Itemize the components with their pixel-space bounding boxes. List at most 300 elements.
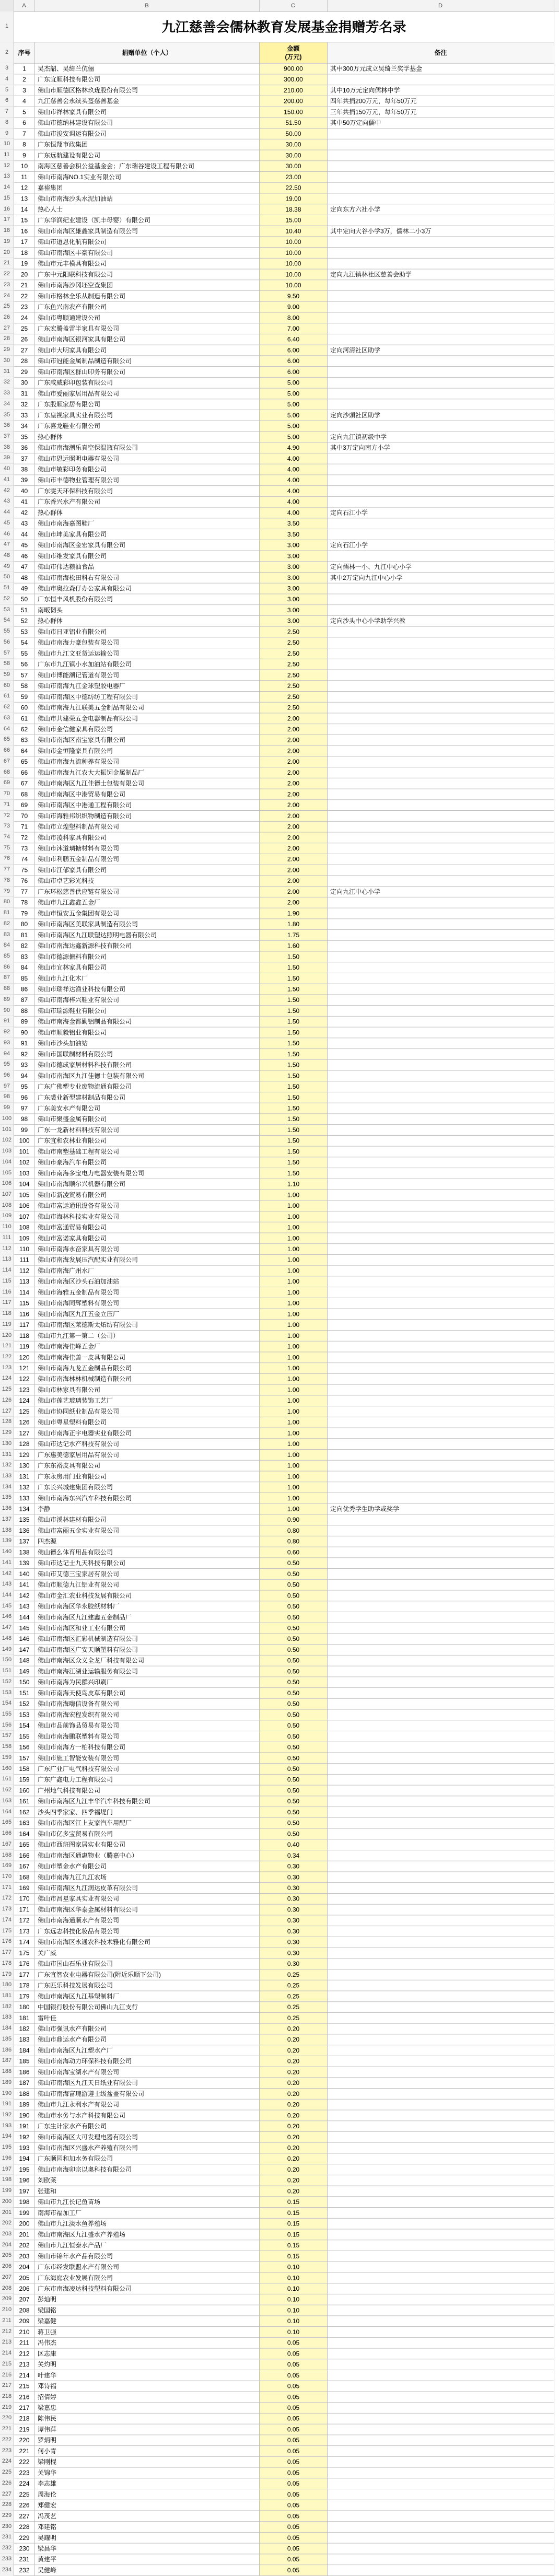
cell-amount[interactable]: 2.50 — [260, 659, 328, 670]
cell-donor[interactable]: 佛山市南海九流种养有限公司 — [35, 756, 260, 767]
row-number[interactable]: 115 — [0, 1276, 14, 1287]
row-number[interactable]: 184 — [0, 2023, 14, 2034]
cell-index[interactable]: 50 — [14, 594, 35, 605]
cell-index[interactable]: 227 — [14, 2511, 35, 2522]
cell-donor[interactable]: 九江慈善会永续头盔慈善基金 — [35, 96, 260, 107]
cell-donor[interactable]: 佛山市德纳林建设有限公司 — [35, 118, 260, 129]
cell-index[interactable]: 76 — [14, 876, 35, 887]
row-number[interactable]: 81 — [0, 908, 14, 919]
cell-note[interactable] — [328, 670, 554, 681]
cell-note[interactable] — [328, 193, 554, 204]
cell-donor[interactable]: 佛山市南海嘉图鞋厂 — [35, 518, 260, 529]
select-all-corner[interactable] — [0, 0, 14, 11]
cell-amount[interactable]: 1.00 — [260, 1493, 328, 1503]
cell-index[interactable]: 220 — [14, 2435, 35, 2446]
cell-note[interactable] — [328, 453, 554, 464]
cell-note[interactable] — [328, 973, 554, 984]
cell-amount[interactable]: 0.50 — [260, 1612, 328, 1623]
cell-index[interactable]: 35 — [14, 432, 35, 442]
cell-donor[interactable]: 广东殷顺家居有限公司 — [35, 399, 260, 410]
cell-index[interactable]: 14 — [14, 204, 35, 215]
cell-amount[interactable]: 1.00 — [260, 1450, 328, 1461]
row-number[interactable]: 37 — [0, 432, 14, 442]
cell-amount[interactable]: 10.00 — [260, 258, 328, 269]
cell-note[interactable] — [328, 2511, 554, 2522]
cell-donor[interactable]: 蒋卫强 — [35, 2327, 260, 2338]
cell-index[interactable]: 201 — [14, 2229, 35, 2240]
cell-amount[interactable]: 30.00 — [260, 161, 328, 172]
cell-donor[interactable]: 广东惠美德家居用品有限公司 — [35, 1450, 260, 1461]
row-number[interactable]: 160 — [0, 1764, 14, 1775]
row-number[interactable]: 23 — [0, 280, 14, 291]
cell-amount[interactable]: 10.00 — [260, 269, 328, 280]
cell-note[interactable] — [328, 2532, 554, 2543]
cell-donor[interactable]: 佛山市伟达粮油食品 — [35, 562, 260, 573]
row-number[interactable]: 187 — [0, 2056, 14, 2067]
cell-amount[interactable]: 2.00 — [260, 832, 328, 843]
cell-amount[interactable]: 0.05 — [260, 2424, 328, 2435]
cell-amount[interactable]: 1.00 — [260, 1363, 328, 1374]
cell-amount[interactable]: 2.00 — [260, 854, 328, 865]
row-number[interactable]: 177 — [0, 1948, 14, 1959]
cell-amount[interactable]: 8.00 — [260, 312, 328, 323]
cell-amount[interactable]: 0.20 — [260, 2175, 328, 2186]
cell-note[interactable] — [328, 1038, 554, 1049]
cell-donor[interactable]: 佛山德么体育用品有限公司 — [35, 1547, 260, 1558]
cell-note[interactable] — [328, 995, 554, 1006]
cell-index[interactable]: 208 — [14, 2305, 35, 2316]
row-number[interactable]: 231 — [0, 2532, 14, 2543]
row-number[interactable]: 193 — [0, 2121, 14, 2132]
cell-note[interactable] — [328, 1861, 554, 1872]
cell-amount[interactable]: 1.50 — [260, 973, 328, 984]
cell-donor[interactable]: 佛山市南海区银河家具有限公司 — [35, 334, 260, 345]
cell-index[interactable]: 90 — [14, 1027, 35, 1038]
cell-amount[interactable]: 1.00 — [260, 1287, 328, 1298]
row-number[interactable]: 108 — [0, 1200, 14, 1211]
row-number[interactable]: 155 — [0, 1709, 14, 1720]
cell-note[interactable] — [328, 1114, 554, 1125]
cell-index[interactable]: 33 — [14, 410, 35, 421]
cell-note[interactable] — [328, 1460, 554, 1471]
cell-amount[interactable]: 1.50 — [260, 1006, 328, 1017]
cell-donor[interactable]: 佛山市南海九江联美五金制品有限公司 — [35, 702, 260, 713]
cell-note[interactable] — [328, 1547, 554, 1558]
cell-amount[interactable]: 2.50 — [260, 626, 328, 637]
cell-index[interactable]: 195 — [14, 2164, 35, 2175]
cell-note[interactable] — [328, 150, 554, 161]
row-number[interactable]: 128 — [0, 1417, 14, 1428]
cell-index[interactable]: 172 — [14, 1915, 35, 1926]
cell-amount[interactable]: 0.20 — [260, 2121, 328, 2132]
cell-index[interactable]: 136 — [14, 1525, 35, 1536]
cell-amount[interactable]: 1.00 — [260, 1406, 328, 1417]
cell-note[interactable] — [328, 1850, 554, 1861]
cell-donor[interactable]: 梁刚棍 — [35, 2456, 260, 2467]
cell-index[interactable]: 189 — [14, 2099, 35, 2110]
cell-amount[interactable]: 1.00 — [260, 1320, 328, 1331]
cell-index[interactable]: 66 — [14, 767, 35, 778]
row-number[interactable]: 172 — [0, 1893, 14, 1904]
cell-donor[interactable]: 吴杰韶、吴绮兰伉俪 — [35, 63, 260, 74]
cell-index[interactable]: 21 — [14, 280, 35, 291]
row-number[interactable]: 145 — [0, 1601, 14, 1612]
row-number[interactable]: 188 — [0, 2067, 14, 2078]
row-number[interactable]: 141 — [0, 1558, 14, 1569]
cell-note[interactable] — [328, 745, 554, 756]
row-number[interactable]: 175 — [0, 1926, 14, 1937]
row-number[interactable]: 52 — [0, 594, 14, 605]
row-number[interactable]: 42 — [0, 486, 14, 497]
row-number[interactable]: 227 — [0, 2489, 14, 2500]
row-number[interactable]: 57 — [0, 648, 14, 659]
cell-note[interactable]: 其中300万元成立吴绮兰奖学基金 — [328, 63, 554, 74]
row-number[interactable]: 212 — [0, 2327, 14, 2338]
cell-note[interactable] — [328, 2089, 554, 2100]
cell-note[interactable] — [328, 1959, 554, 1969]
cell-donor[interactable]: 佛山市南海区江上友家汽车用配厂 — [35, 1817, 260, 1828]
row-number[interactable]: 75 — [0, 843, 14, 854]
row-number[interactable]: 96 — [0, 1070, 14, 1081]
cell-donor[interactable]: 广东生计家水产有限公司 — [35, 2121, 260, 2132]
row-number[interactable]: 202 — [0, 2218, 14, 2229]
row-number[interactable]: 106 — [0, 1179, 14, 1190]
cell-note[interactable] — [328, 2110, 554, 2121]
cell-donor[interactable]: 佛山市海雅五金制品有限公司 — [35, 1287, 260, 1298]
row-number[interactable]: 195 — [0, 2142, 14, 2153]
cell-donor[interactable]: 佛山市大明家具有限公司 — [35, 345, 260, 356]
cell-amount[interactable]: 0.05 — [260, 2435, 328, 2446]
row-number[interactable]: 190 — [0, 2089, 14, 2100]
cell-donor[interactable]: 佛山市南海金都勤铝制品有限公司 — [35, 1016, 260, 1027]
cell-amount[interactable]: 2.00 — [260, 897, 328, 908]
cell-amount[interactable]: 0.05 — [260, 2511, 328, 2522]
cell-amount[interactable]: 0.15 — [260, 2218, 328, 2229]
cell-amount[interactable]: 0.05 — [260, 2456, 328, 2467]
cell-amount[interactable]: 6.40 — [260, 334, 328, 345]
cell-amount[interactable]: 0.20 — [260, 2078, 328, 2089]
row-number[interactable]: 110 — [0, 1222, 14, 1233]
cell-index[interactable]: 198 — [14, 2197, 35, 2208]
cell-amount[interactable]: 3.50 — [260, 529, 328, 540]
cell-donor[interactable]: 佛山市国联制材料有限公司 — [35, 1049, 260, 1060]
cell-note[interactable] — [328, 2229, 554, 2240]
cell-index[interactable]: 126 — [14, 1417, 35, 1428]
cell-donor[interactable]: 广东一龙新材料科技有限公司 — [35, 1125, 260, 1136]
row-number[interactable]: 200 — [0, 2197, 14, 2208]
cell-note[interactable] — [328, 2489, 554, 2500]
cell-index[interactable]: 9 — [14, 150, 35, 161]
cell-index[interactable]: 232 — [14, 2565, 35, 2576]
cell-donor[interactable]: 关广威 — [35, 1948, 260, 1959]
cell-note[interactable] — [328, 2381, 554, 2392]
cell-amount[interactable]: 0.15 — [260, 2197, 328, 2208]
cell-donor[interactable]: 佛山市南海区中德纺纺工程有限公司 — [35, 691, 260, 702]
cell-note[interactable] — [328, 832, 554, 843]
cell-note[interactable] — [328, 1623, 554, 1634]
cell-note[interactable] — [328, 1525, 554, 1536]
cell-index[interactable]: 191 — [14, 2121, 35, 2132]
cell-amount[interactable]: 1.00 — [260, 1373, 328, 1384]
cell-amount[interactable]: 1.50 — [260, 1081, 328, 1092]
cell-amount[interactable]: 0.30 — [260, 1872, 328, 1883]
cell-donor[interactable]: 佛山市九江化木厂 — [35, 973, 260, 984]
row-number[interactable]: 92 — [0, 1027, 14, 1038]
row-number[interactable]: 166 — [0, 1828, 14, 1839]
cell-note[interactable]: 定向河清社区助学 — [328, 345, 554, 356]
cell-donor[interactable]: 佛山市达记水产科技有限公司 — [35, 1439, 260, 1450]
cell-amount[interactable]: 3.00 — [260, 583, 328, 594]
cell-donor[interactable]: 佛山市南海正宇电器实业有限公司 — [35, 1428, 260, 1439]
cell-donor[interactable]: 佛山市南海区通惠物业（腾嘉中心） — [35, 1850, 260, 1861]
cell-note[interactable] — [328, 811, 554, 822]
cell-donor[interactable]: 广东香兴水产有限公司 — [35, 496, 260, 507]
cell-note[interactable] — [328, 1893, 554, 1904]
cell-amount[interactable]: 2.00 — [260, 789, 328, 800]
cell-note[interactable] — [328, 301, 554, 312]
cell-amount[interactable]: 0.15 — [260, 2229, 328, 2240]
cell-note[interactable] — [328, 1265, 554, 1276]
cell-index[interactable]: 93 — [14, 1059, 35, 1070]
row-number[interactable]: 186 — [0, 2045, 14, 2056]
cell-donor[interactable]: 佛山市江郁家具有限公司 — [35, 865, 260, 876]
cell-donor[interactable]: 佛山市日亚铝业有限公司 — [35, 626, 260, 637]
cell-donor[interactable]: 佛山市南海区中港通工程有限公司 — [35, 800, 260, 811]
cell-amount[interactable]: 0.05 — [260, 2565, 328, 2576]
cell-index[interactable]: 112 — [14, 1265, 35, 1276]
cell-donor[interactable]: 佛山市塑金水产有限公司 — [35, 1861, 260, 1872]
cell-note[interactable] — [328, 1341, 554, 1352]
cell-donor[interactable]: 佛山市南海宏程发织有限公司 — [35, 1709, 260, 1720]
row-number[interactable]: 60 — [0, 681, 14, 692]
cell-index[interactable]: 3 — [14, 85, 35, 96]
cell-note[interactable] — [328, 1027, 554, 1038]
row-number[interactable]: 50 — [0, 572, 14, 583]
row-number[interactable]: 8 — [0, 118, 14, 129]
cell-index[interactable]: 51 — [14, 605, 35, 616]
cell-amount[interactable]: 0.20 — [260, 2142, 328, 2153]
cell-index[interactable]: 108 — [14, 1222, 35, 1233]
cell-note[interactable] — [328, 1168, 554, 1179]
cell-note[interactable] — [328, 1471, 554, 1482]
cell-donor[interactable]: 佛山市南海区永通农科技术雅化有限公司 — [35, 1937, 260, 1948]
cell-amount[interactable]: 0.50 — [260, 1742, 328, 1753]
row-number[interactable]: 20 — [0, 248, 14, 259]
cell-note[interactable]: 定向石江小学 — [328, 507, 554, 518]
cell-note[interactable] — [328, 1006, 554, 1017]
column-header-c[interactable]: C — [259, 0, 328, 11]
cell-amount[interactable]: 2.00 — [260, 821, 328, 832]
row-number[interactable]: 181 — [0, 1991, 14, 2002]
cell-index[interactable]: 6 — [14, 118, 35, 129]
cell-amount[interactable]: 0.20 — [260, 2186, 328, 2197]
cell-index[interactable]: 32 — [14, 399, 35, 410]
cell-amount[interactable]: 0.05 — [260, 2446, 328, 2457]
cell-index[interactable]: 74 — [14, 854, 35, 865]
cell-donor[interactable]: 佛山市南海区汇彩机械制造有限公司 — [35, 1634, 260, 1645]
cell-note[interactable] — [328, 1731, 554, 1742]
cell-index[interactable]: 19 — [14, 258, 35, 269]
cell-amount[interactable]: 0.50 — [260, 1807, 328, 1818]
cell-amount[interactable]: 1.00 — [260, 1341, 328, 1352]
cell-index[interactable]: 39 — [14, 475, 35, 486]
row-number[interactable]: 197 — [0, 2164, 14, 2175]
cell-note[interactable] — [328, 388, 554, 399]
cell-index[interactable]: 150 — [14, 1677, 35, 1688]
cell-donor[interactable]: 佛山市瑞源鞋业有限公司 — [35, 1006, 260, 1017]
cell-index[interactable]: 135 — [14, 1514, 35, 1525]
cell-donor[interactable]: 佛山市敏彩印务有限公司 — [35, 464, 260, 475]
cell-note[interactable] — [328, 626, 554, 637]
cell-index[interactable]: 75 — [14, 865, 35, 876]
cell-index[interactable]: 117 — [14, 1320, 35, 1331]
cell-note[interactable] — [328, 2435, 554, 2446]
row-number[interactable]: 165 — [0, 1817, 14, 1828]
cell-donor[interactable]: 热心群体 — [35, 432, 260, 442]
cell-index[interactable]: 54 — [14, 637, 35, 648]
row-number[interactable]: 162 — [0, 1785, 14, 1796]
cell-donor[interactable]: 佛山市南海林林机械制造有限公司 — [35, 1373, 260, 1384]
cell-amount[interactable]: 1.00 — [260, 1417, 328, 1428]
cell-amount[interactable]: 0.10 — [260, 2305, 328, 2316]
cell-donor[interactable]: 广东咸威彩印包装有限公司 — [35, 377, 260, 388]
row-number[interactable]: 189 — [0, 2078, 14, 2089]
cell-note[interactable] — [328, 1764, 554, 1775]
cell-index[interactable]: 94 — [14, 1070, 35, 1081]
cell-donor[interactable]: 佛山市南海为民群兴印刷厂 — [35, 1677, 260, 1688]
cell-amount[interactable]: 0.20 — [260, 2023, 328, 2034]
cell-index[interactable]: 128 — [14, 1439, 35, 1450]
cell-amount[interactable]: 0.05 — [260, 2554, 328, 2565]
row-number[interactable]: 161 — [0, 1774, 14, 1785]
cell-index[interactable]: 29 — [14, 367, 35, 378]
cell-note[interactable]: 其中2万定向九江中心小学 — [328, 572, 554, 583]
cell-amount[interactable]: 1.50 — [260, 951, 328, 962]
row-number[interactable]: 198 — [0, 2175, 14, 2186]
cell-donor[interactable]: 叶建华 — [35, 2370, 260, 2381]
cell-note[interactable]: 四年共捐200万元，每年50万元 — [328, 96, 554, 107]
cell-note[interactable] — [328, 789, 554, 800]
cell-donor[interactable]: 何小青 — [35, 2446, 260, 2457]
cell-donor[interactable]: 广东宜智农业电器有限公司(附近乐顺下公司) — [35, 1969, 260, 1980]
cell-note[interactable] — [328, 2348, 554, 2359]
cell-note[interactable] — [328, 1103, 554, 1114]
cell-note[interactable] — [328, 1146, 554, 1157]
cell-note[interactable] — [328, 486, 554, 497]
cell-amount[interactable]: 0.05 — [260, 2489, 328, 2500]
cell-index[interactable]: 132 — [14, 1482, 35, 1493]
cell-amount[interactable]: 4.00 — [260, 464, 328, 475]
cell-donor[interactable]: 佛山市九江淡水鱼养殖场 — [35, 2218, 260, 2229]
cell-index[interactable]: 98 — [14, 1114, 35, 1125]
cell-donor[interactable]: 佛山市南海区丰豪有限公司 — [35, 248, 260, 259]
cell-index[interactable]: 62 — [14, 724, 35, 735]
cell-donor[interactable]: 关灼明 — [35, 2359, 260, 2370]
row-number[interactable]: 39 — [0, 453, 14, 464]
row-number[interactable]: 207 — [0, 2272, 14, 2283]
cell-note[interactable] — [328, 951, 554, 962]
cell-amount[interactable]: 0.50 — [260, 1731, 328, 1742]
row-number[interactable]: 98 — [0, 1092, 14, 1103]
cell-index[interactable]: 213 — [14, 2359, 35, 2370]
row-number[interactable]: 157 — [0, 1731, 14, 1742]
cell-amount[interactable]: 0.05 — [260, 2532, 328, 2543]
row-number[interactable]: 1 — [0, 11, 14, 42]
cell-donor[interactable]: 佛山市聚盛金属有限公司 — [35, 1114, 260, 1125]
row-number[interactable]: 176 — [0, 1937, 14, 1948]
cell-index[interactable]: 158 — [14, 1764, 35, 1775]
row-number[interactable]: 220 — [0, 2413, 14, 2424]
cell-amount[interactable]: 1.50 — [260, 1016, 328, 1027]
cell-amount[interactable]: 0.50 — [260, 1590, 328, 1601]
cell-donor[interactable]: 佛山市九江第一第二（公司） — [35, 1331, 260, 1342]
row-number[interactable]: 156 — [0, 1720, 14, 1731]
row-number[interactable]: 211 — [0, 2316, 14, 2327]
cell-donor[interactable]: 佛山市南海区华永胶纸材料厂 — [35, 1601, 260, 1612]
row-number[interactable]: 228 — [0, 2500, 14, 2511]
cell-index[interactable]: 147 — [14, 1645, 35, 1656]
cell-note[interactable] — [328, 2522, 554, 2533]
cell-note[interactable] — [328, 129, 554, 139]
cell-note[interactable] — [328, 1417, 554, 1428]
cell-amount[interactable]: 3.00 — [260, 562, 328, 573]
cell-amount[interactable]: 2.50 — [260, 691, 328, 702]
row-number[interactable]: 204 — [0, 2240, 14, 2251]
cell-amount[interactable]: 0.20 — [260, 2089, 328, 2100]
cell-index[interactable]: 202 — [14, 2240, 35, 2251]
cell-donor[interactable]: 热心人士 — [35, 204, 260, 215]
cell-index[interactable]: 125 — [14, 1406, 35, 1417]
cell-index[interactable]: 83 — [14, 951, 35, 962]
cell-amount[interactable]: 0.50 — [260, 1796, 328, 1807]
cell-index[interactable]: 40 — [14, 486, 35, 497]
cell-index[interactable]: 145 — [14, 1623, 35, 1634]
cell-amount[interactable]: 0.10 — [260, 2316, 328, 2327]
cell-donor[interactable]: 佛山市南海嗨信设备有限公司 — [35, 1698, 260, 1709]
row-number[interactable]: 192 — [0, 2110, 14, 2121]
cell-index[interactable]: 102 — [14, 1157, 35, 1168]
cell-amount[interactable]: 5.00 — [260, 377, 328, 388]
cell-index[interactable]: 101 — [14, 1146, 35, 1157]
cell-index[interactable]: 17 — [14, 237, 35, 248]
cell-index[interactable]: 134 — [14, 1503, 35, 1514]
cell-donor[interactable]: 邓建铭 — [35, 2522, 260, 2533]
row-number[interactable]: 208 — [0, 2283, 14, 2294]
cell-note[interactable] — [328, 334, 554, 345]
cell-note[interactable] — [328, 1244, 554, 1255]
row-number[interactable]: 167 — [0, 1839, 14, 1850]
cell-note[interactable] — [328, 323, 554, 334]
cell-note[interactable] — [328, 2153, 554, 2164]
cell-amount[interactable]: 0.15 — [260, 2208, 328, 2219]
cell-index[interactable]: 149 — [14, 1666, 35, 1677]
cell-amount[interactable]: 1.00 — [260, 1265, 328, 1276]
cell-amount[interactable]: 0.50 — [260, 1698, 328, 1709]
cell-index[interactable]: 153 — [14, 1709, 35, 1720]
row-number[interactable]: 101 — [0, 1125, 14, 1136]
cell-note[interactable] — [328, 2023, 554, 2034]
cell-note[interactable] — [328, 1948, 554, 1959]
cell-amount[interactable]: 0.05 — [260, 2467, 328, 2478]
cell-donor[interactable]: 佛山市南海区中港贸易有限公司 — [35, 789, 260, 800]
cell-donor[interactable]: 佛山市南塑基础工程有限公司 — [35, 1146, 260, 1157]
cell-donor[interactable]: 佛山市南海力豪包装有限公司 — [35, 637, 260, 648]
row-number[interactable]: 61 — [0, 691, 14, 702]
cell-note[interactable] — [328, 908, 554, 919]
row-number[interactable]: 119 — [0, 1320, 14, 1331]
cell-amount[interactable]: 0.15 — [260, 2240, 328, 2251]
cell-amount[interactable]: 0.30 — [260, 1883, 328, 1894]
